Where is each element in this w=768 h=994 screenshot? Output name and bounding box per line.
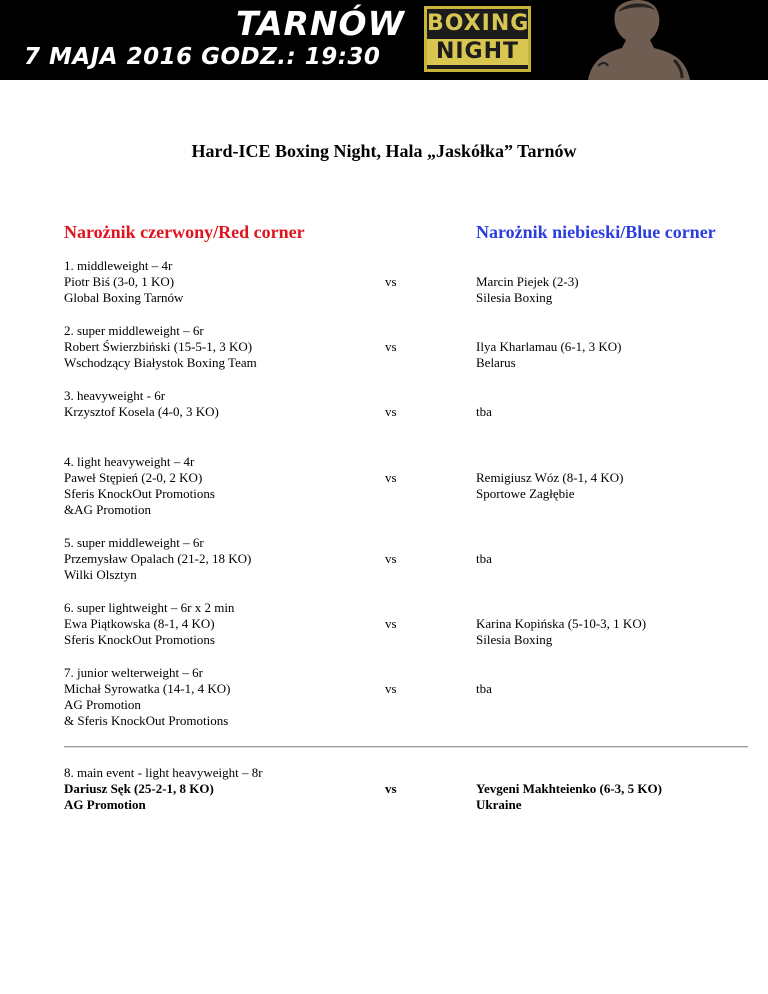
fighter-name-record: Remigiusz Wóz (8-1, 4 KO) — [476, 470, 624, 485]
red-corner-heading: Narożnik czerwony/Red corner — [64, 222, 305, 242]
bout-weight-class: 3. heavyweight - 6r — [64, 388, 166, 403]
fighter-name-record: Robert Świerzbiński (15-5-1, 3 KO) — [64, 339, 253, 354]
fighter-name-record: Ewa Piątkowska (8-1, 4 KO) — [64, 616, 215, 631]
blue-corner-fighter — [476, 781, 662, 813]
fighter-club: Sferis KnockOut Promotions — [64, 632, 215, 647]
vs-label: vs — [385, 551, 397, 566]
fighter-name-record: Karina Kopińska (5-10-3, 1 KO) — [476, 616, 647, 631]
vs-label: vs — [385, 616, 397, 631]
fighter-name-record: Ilya Kharlamau (6-1, 3 KO) — [476, 339, 622, 354]
vs-label: vs — [385, 404, 397, 419]
fighter-club: &AG Promotion — [64, 502, 152, 517]
fighter-name-record: Michał Syrowatka (14-1, 4 KO) — [64, 681, 231, 696]
red-corner-fighter — [64, 600, 234, 648]
fighter-club: Sferis KnockOut Promotions — [64, 486, 215, 501]
bout-weight-class: 8. main event - light heavyweight – 8r — [64, 765, 263, 780]
fighter-name-record: Piotr Biś (3-0, 1 KO) — [64, 274, 175, 289]
fighter-club: Silesia Boxing — [476, 632, 553, 647]
banner-city: TARNÓW — [236, 4, 405, 43]
fighter-name-record: Dariusz Sęk (25-2-1, 8 KO) — [64, 781, 214, 796]
bout-weight-class: 2. super middleweight – 6r — [64, 323, 204, 338]
red-corner-fighter — [64, 323, 257, 371]
main-event-divider — [64, 746, 748, 748]
red-corner-fighter — [64, 388, 219, 420]
blue-corner-fighter — [476, 616, 646, 648]
blue-corner-fighter — [476, 339, 621, 371]
fighter-name-record: Yevgeni Makhteienko (6-3, 5 KO) — [476, 781, 662, 796]
vs-label: vs — [385, 339, 397, 354]
header-banner — [0, 0, 768, 80]
vs-label: vs — [385, 781, 397, 796]
fighter-club: Sportowe Zagłębie — [476, 486, 575, 501]
fighter-club: Silesia Boxing — [476, 290, 553, 305]
bout-weight-class: 1. middleweight – 4r — [64, 258, 173, 273]
bout-weight-class: 7. junior welterweight – 6r — [64, 665, 203, 680]
fighter-name-record: tba — [476, 681, 492, 696]
blue-corner-fighter — [476, 470, 623, 502]
vs-label: vs — [385, 470, 397, 485]
fighter-club: Wschodzący Białystok Boxing Team — [64, 355, 257, 370]
red-corner-fighter — [64, 454, 215, 518]
fighter-club: & Sferis KnockOut Promotions — [64, 713, 229, 728]
fighter-name-record: Krzysztof Kosela (4-0, 3 KO) — [64, 404, 219, 419]
fighter-name-record: Marcin Piejek (2-3) — [476, 274, 579, 289]
blue-corner-fighter — [476, 404, 492, 420]
fighter-name-record: tba — [476, 404, 492, 419]
blue-corner-fighter — [476, 551, 492, 567]
red-corner-fighter — [64, 258, 183, 306]
fighter-club: Wilki Olsztyn — [64, 567, 137, 582]
fighter-name-record: Przemysław Opalach (21-2, 18 KO) — [64, 551, 252, 566]
vs-label: vs — [385, 681, 397, 696]
event-title: Hard-ICE Boxing Night, Hala „Jaskółka” Tarnów — [191, 141, 577, 161]
fighter-club: Global Boxing Tarnów — [64, 290, 184, 305]
red-corner-fighter — [64, 535, 251, 583]
vs-label: vs — [385, 274, 397, 289]
bout-weight-class: 4. light heavyweight – 4r — [64, 454, 195, 469]
blue-corner-fighter — [476, 274, 579, 306]
fighter-club: Belarus — [476, 355, 516, 370]
logo-line-2: NIGHT — [427, 39, 528, 65]
boxing-night-logo — [424, 6, 531, 72]
fighter-name-record: Paweł Stępień (2-0, 2 KO) — [64, 470, 203, 485]
logo-line-1: BOXING — [427, 11, 530, 36]
red-corner-fighter — [64, 765, 263, 813]
red-corner-fighter — [64, 665, 230, 729]
boxer-photo — [578, 0, 698, 80]
blue-corner-fighter — [476, 681, 492, 697]
bout-weight-class: 5. super middleweight – 6r — [64, 535, 204, 550]
fighter-club: AG Promotion — [64, 797, 146, 812]
banner-date: 7 MAJA 2016 GODZ.: 19:30 — [24, 44, 381, 70]
fighter-club: Ukraine — [476, 797, 522, 812]
bout-weight-class: 6. super lightweight – 6r x 2 min — [64, 600, 235, 615]
fighter-club: AG Promotion — [64, 697, 141, 712]
blue-corner-heading: Narożnik niebieski/Blue corner — [476, 222, 716, 242]
fighter-name-record: tba — [476, 551, 492, 566]
